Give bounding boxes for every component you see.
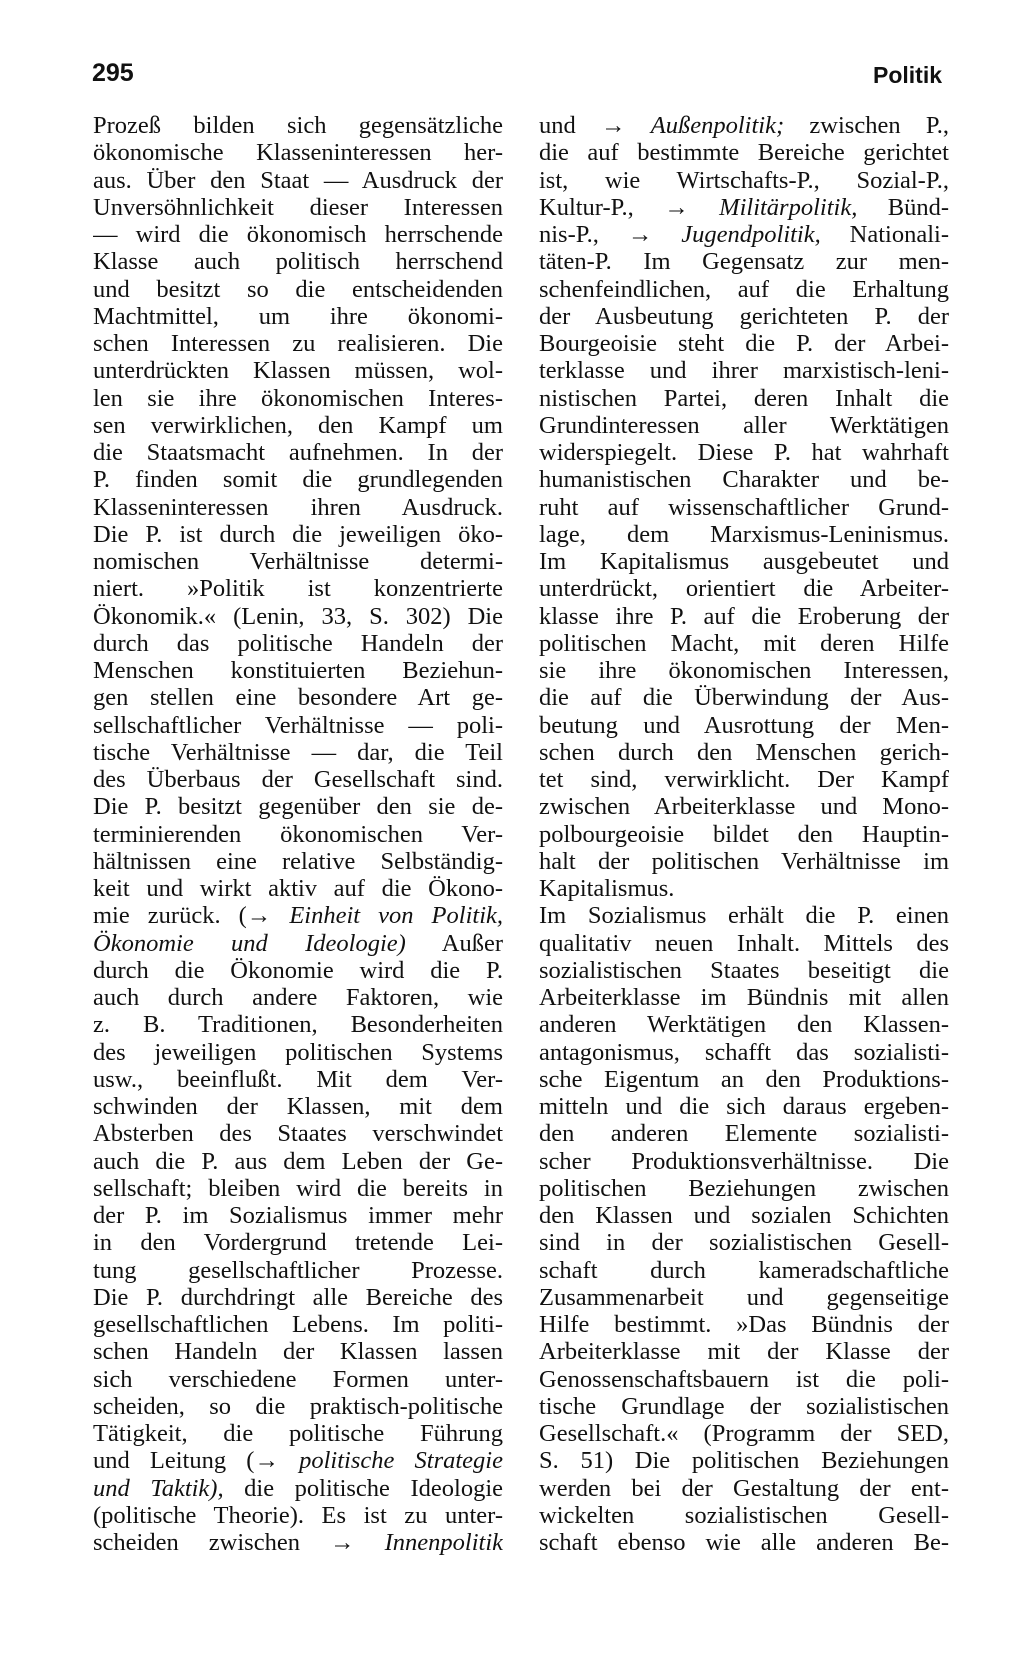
text-line: Bourgeoisie steht die P. der Arbei- [539,330,949,357]
running-head: Politik [872,62,942,88]
text-line: hältnissen eine relative Selbständig- [93,847,503,875]
text-line: Kultur-P., → Militärpolitik, Bünd- [539,193,949,221]
text-line: halt der politischen Verhältnisse im [539,847,949,875]
text-line: z. B. Traditionen, Besonderheiten [93,1011,503,1039]
text-line: und Leitung (→ politische Strategie [93,1447,503,1475]
text-line: lage, dem Marxismus-Leninismus. [539,520,949,548]
text-line: Gesellschaft.« (Programm der SED, [539,1420,949,1447]
text-line: den anderen Elemente sozialisti- [539,1120,949,1148]
text-line: ist, wie Wirtschafts-P., Sozial-P., [539,166,949,194]
text-line: polbourgeoisie bildet den Hauptin- [539,820,949,848]
text-line: der P. im Sozialismus immer mehr [93,1202,503,1229]
text-line: Die P. durchdringt alle Bereiche des [93,1283,503,1311]
text-line: die auf die Überwindung der Aus- [539,684,949,712]
text-line: humanistischen Charakter und be- [539,466,949,494]
text-line: usw., beeinflußt. Mit dem Ver- [93,1065,503,1093]
text-line: anderen Werktätigen den Klassen- [539,1011,949,1039]
text-line: durch die Ökonomie wird die P. [93,956,503,984]
text-line: sie ihre ökonomischen Interessen, [539,657,949,684]
text-column-left [93,112,503,1556]
text-line: die auf bestimmte Bereiche gerichtet [539,139,949,167]
text-line: keit und wirkt aktiv auf die Ökono- [93,875,503,902]
text-line: tet sind, verwirklicht. Der Kampf [539,766,949,793]
text-line: sellschaftlicher Verhältnisse — poli- [93,711,503,739]
text-line: S. 51) Die politischen Beziehungen [539,1447,949,1475]
text-line: sozialistischen Staates beseitigt die [539,956,949,984]
text-line: mitteln und die sich daraus ergeben- [539,1093,949,1120]
text-line: wickelten sozialistischen Gesell- [539,1501,949,1529]
text-line: sen verwirklichen, den Kampf um [93,411,503,439]
text-line: täten-P. Im Gegensatz zur men- [539,248,949,276]
text-line: des jeweiligen politischen Systems [93,1038,503,1066]
text-line: Klasse auch politisch herrschend [93,248,503,276]
text-line: schen durch den Menschen gerich- [539,738,949,766]
text-line: durch das politische Handeln der [93,629,503,657]
text-line: tische Grundlage der sozialistischen [539,1392,949,1420]
text-line: gesellschaftlichen Lebens. Im politi- [93,1311,503,1338]
text-line: den Klassen und sozialen Schichten [539,1202,949,1229]
text-line: auch die P. aus dem Leben der Ge- [93,1147,503,1175]
text-line: schaft durch kameradschaftliche [539,1256,949,1284]
text-line: Grundinteressen aller Werktätigen [539,411,949,439]
text-line: Genossenschaftsbauern ist die poli- [539,1365,949,1393]
text-line: und Taktik), die politische Ideologie [93,1474,503,1502]
text-line: Die P. ist durch die jeweiligen öko- [93,520,503,548]
text-line: Hilfe bestimmt. »Das Bündnis der [539,1311,949,1338]
text-line: beutung und Ausrottung der Men- [539,711,949,739]
text-line: die Staatsmacht aufnehmen. In der [93,439,503,466]
text-line: Menschen konstituierten Beziehun- [93,657,503,684]
text-line: zwischen Arbeiterklasse und Mono- [539,793,949,821]
text-line: des Überbaus der Gesellschaft sind. [93,766,503,793]
text-line: Arbeiterklasse im Bündnis mit allen [539,984,949,1011]
text-line: tische Verhältnisse — dar, die Teil [93,738,503,766]
text-line: Arbeiterklasse mit der Klasse der [539,1338,949,1366]
text-line: scheiden, so die praktisch-politische [93,1392,503,1420]
text-line: und besitzt so die entscheidenden [93,275,503,303]
text-line: Die P. besitzt gegenüber den sie de- [93,793,503,821]
text-line: werden bei der Gestaltung der ent- [539,1474,949,1502]
text-line: mie zurück. (→ Einheit von Politik, [93,902,503,930]
text-line: Kapitalismus. [539,875,675,902]
text-line: widerspiegelt. Diese P. hat wahrhaft [539,439,949,466]
text-line: aus. Über den Staat — Ausdruck der [93,166,503,194]
text-line: sich verschiedene Formen unter- [93,1365,503,1393]
text-line: auch durch andere Faktoren, wie [93,984,503,1011]
text-line: — wird die ökonomisch herrschende [93,221,503,248]
text-line: schenfeindlichen, auf die Erhaltung [539,275,949,303]
text-line: Ökonomie und Ideologie) Außer [93,929,503,957]
text-line: (politische Theorie). Es ist zu unter- [93,1501,503,1529]
text-line: Ökonomik.« (Lenin, 33, S. 302) Die [93,602,503,630]
text-line: Tätigkeit, die politische Führung [93,1420,503,1447]
text-line: schen Handeln der Klassen lassen [93,1338,503,1366]
text-line: in den Vordergrund tretende Lei- [93,1229,503,1257]
text-line: der Ausbeutung gerichteten P. der [539,302,949,330]
text-line: Im Sozialismus erhält die P. einen [539,902,949,930]
text-line: Zusammenarbeit und gegenseitige [539,1283,949,1311]
text-line: schen Interessen zu realisieren. Die [93,330,503,357]
text-line: terklasse und ihrer marxistisch-leni- [539,357,949,385]
text-line: sind in der sozialistischen Gesell- [539,1229,949,1257]
text-line: nis-P., → Jugendpolitik, Nationali- [539,221,949,248]
text-line: Absterben des Staates verschwindet [93,1120,503,1148]
text-line: unterdrückten Klassen müssen, wol- [93,357,503,385]
text-line: und → Außenpolitik; zwischen P., [539,112,949,139]
text-line: Unversöhnlichkeit dieser Interessen [93,193,503,221]
text-line: unterdrückt, orientiert die Arbeiter- [539,575,949,603]
text-line: sellschaft; bleiben wird die bereits in [93,1174,503,1202]
text-column-right [539,112,949,1556]
text-line: qualitativ neuen Inhalt. Mittels des [539,929,949,957]
text-line: tung gesellschaftlicher Prozesse. [93,1256,503,1284]
text-line: terminierenden ökonomischen Ver- [93,820,503,848]
text-line: Prozeß bilden sich gegensätzliche [93,112,503,139]
text-line: Machtmittel, um ihre ökonomi- [93,302,503,330]
text-line: niert. »Politik ist konzentrierte [93,575,503,603]
text-line: sche Eigentum an den Produktions- [539,1065,949,1093]
text-line: klasse ihre P. auf die Eroberung der [539,602,949,630]
page-number: 295 [92,59,134,87]
text-line: ruht auf wissenschaftlicher Grund- [539,493,949,521]
text-line: schwinden der Klassen, mit dem [93,1093,503,1120]
text-line: antagonismus, schafft das sozialisti- [539,1038,949,1066]
text-line: nistischen Partei, deren Inhalt die [539,384,949,412]
text-line: gen stellen eine besondere Art ge- [93,684,503,712]
text-line: P. finden somit die grundlegenden [93,466,503,494]
text-line: Klasseninteressen ihren Ausdruck. [93,493,503,521]
text-line: politischen Beziehungen zwischen [539,1174,949,1202]
text-line: Im Kapitalismus ausgebeutet und [539,548,949,575]
text-line: scher Produktionsverhältnisse. Die [539,1147,949,1175]
text-line: schaft ebenso wie alle anderen Be- [539,1529,949,1556]
text-line: politischen Macht, mit deren Hilfe [539,629,949,657]
text-line: len sie ihre ökonomischen Interes- [93,384,503,412]
text-line: ökonomische Klasseninteressen her- [93,139,503,167]
text-line: scheiden zwischen → Innenpolitik [93,1529,503,1556]
text-line: nomischen Verhältnisse determi- [93,548,503,575]
